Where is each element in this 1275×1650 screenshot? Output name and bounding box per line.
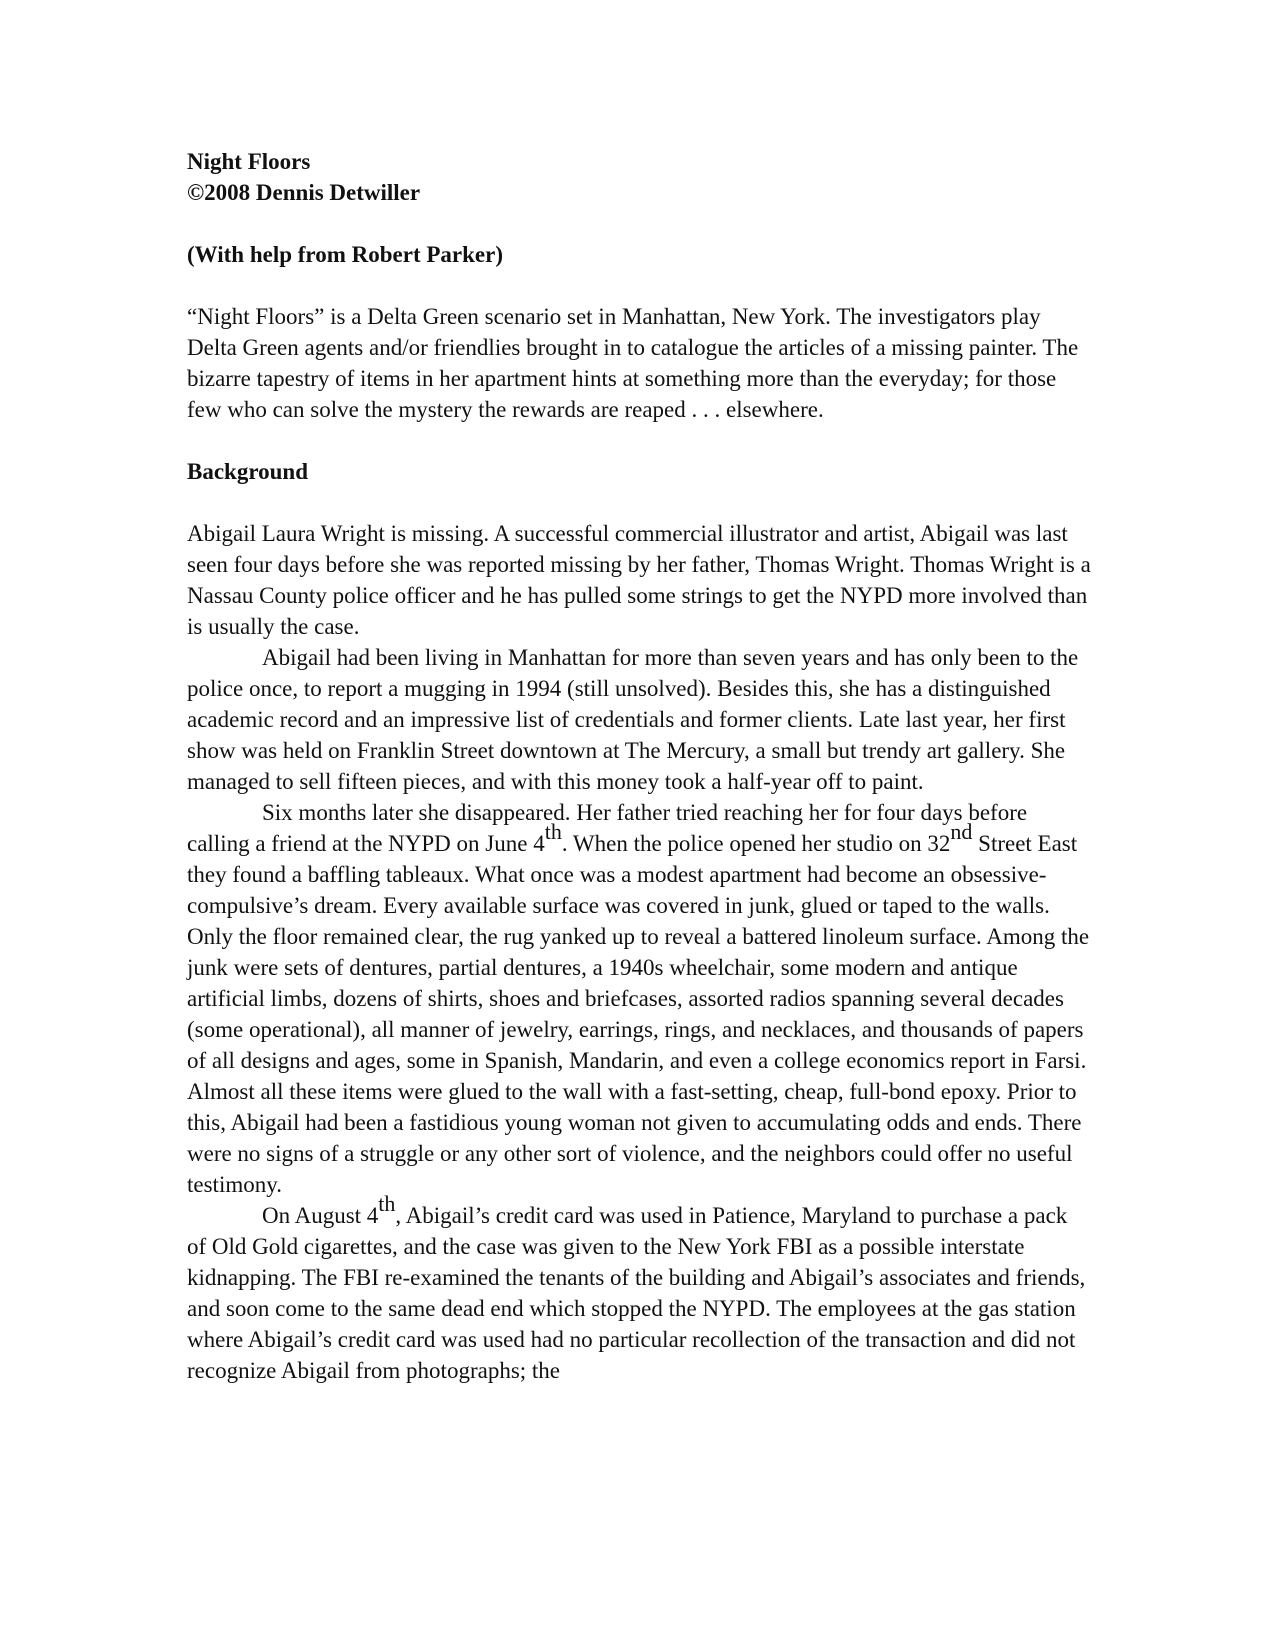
ordinal-suffix: nd xyxy=(950,818,973,844)
background-paragraph-4 xyxy=(187,1190,1092,1386)
copyright-line: ©2008 Dennis Detwiller xyxy=(187,180,421,205)
ordinal-suffix: th xyxy=(544,818,562,844)
document-title: Night Floors xyxy=(187,149,311,174)
spacer xyxy=(187,208,1092,239)
ordinal-suffix: th xyxy=(378,1190,396,1216)
spacer xyxy=(187,425,1092,456)
paragraph-text: Street East they found a baffling tableaux. What once was a modest apartment had become an obsessive-compulsive’s dream. Every available surface was covered in junk, glued or taped to the walls. Only the floor remained clear, the rug yanked up to reveal a battered linoleum surface. Among the junk were sets of dentures, partial dentures, a 1940s wheelchair, some modern and antique artificial limbs, dozens of shirts, shoes and briefcases, assorted radios spanning several decades (some operational), all manner of jewelry, earrings, rings, and necklaces, and thousands of papers of all designs and ages, some in Spanish, Mandarin, and even a college economics report in Farsi. Almost all these items were glued to the wall with a fast-setting, cheap, full-bond epoxy. Prior to this, Abigail had been a fastidious young woman not given to accumulating odds and ends. There were no signs of a struggle or any other sort of violence, and the neighbors could offer no useful testimony. xyxy=(187,831,1090,1197)
spacer xyxy=(187,270,1092,301)
paragraph-text: Six months later she disappeared. Her father tried reaching her for four days before calling a friend at the NYPD on June 4 xyxy=(187,800,1028,856)
intro-paragraph: “Night Floors” is a Delta Green scenario set in Manhattan, New York. The investigators play Delta Green agents and/or friendlies brought in to catalogue the articles of a missing painter. The bizarre tapestry of items in her apartment hints at something more than the everyday; for those few who can solve the mystery the rewards are reaped . . . elsewhere. xyxy=(187,304,1079,422)
background-heading: Background xyxy=(187,459,309,484)
background-paragraph-2: Abigail had been living in Manhattan for more than seven years and has only been to the police once, to report a mugging in 1994 (still unsolved). Besides this, she has a distinguished academic record and an impressive list of credentials and former clients. Late last year, her first show was held on Franklin Street downtown at The Mercury, a small but trendy art gallery. She managed to sell fifteen pieces, and with this money took a half-year off to paint. xyxy=(187,645,1079,794)
background-paragraph-1: Abigail Laura Wright is missing. A successful commercial illustrator and artist, Abigail was last seen four days before she was reported missing by her father, Thomas Wright. Thomas Wright is a Nassau County police officer and he has pulled some strings to get the NYPD more involved than is usually the case. xyxy=(187,521,1091,639)
background-paragraph-3 xyxy=(187,797,1092,1200)
document-body xyxy=(187,146,1092,1386)
paragraph-text: , Abigail’s credit card was used in Patience, Maryland to purchase a pack of Old Gold cigarettes, and the case was given to the New York FBI as a possible interstate kidnapping. The FBI re-examined the tenants of the building and Abigail’s associates and friends, and soon come to the same dead end which stopped the NYPD. The employees at the gas station where Abigail’s credit card was used had no particular recollection of the transaction and did not recognize Abigail from photographs; the xyxy=(187,1203,1086,1383)
paragraph-text: . When the police opened her studio on 32 xyxy=(561,831,951,856)
spacer xyxy=(187,487,1092,518)
paragraph-text: On August 4 xyxy=(262,1203,379,1228)
credit-line: (With help from Robert Parker) xyxy=(187,242,503,267)
